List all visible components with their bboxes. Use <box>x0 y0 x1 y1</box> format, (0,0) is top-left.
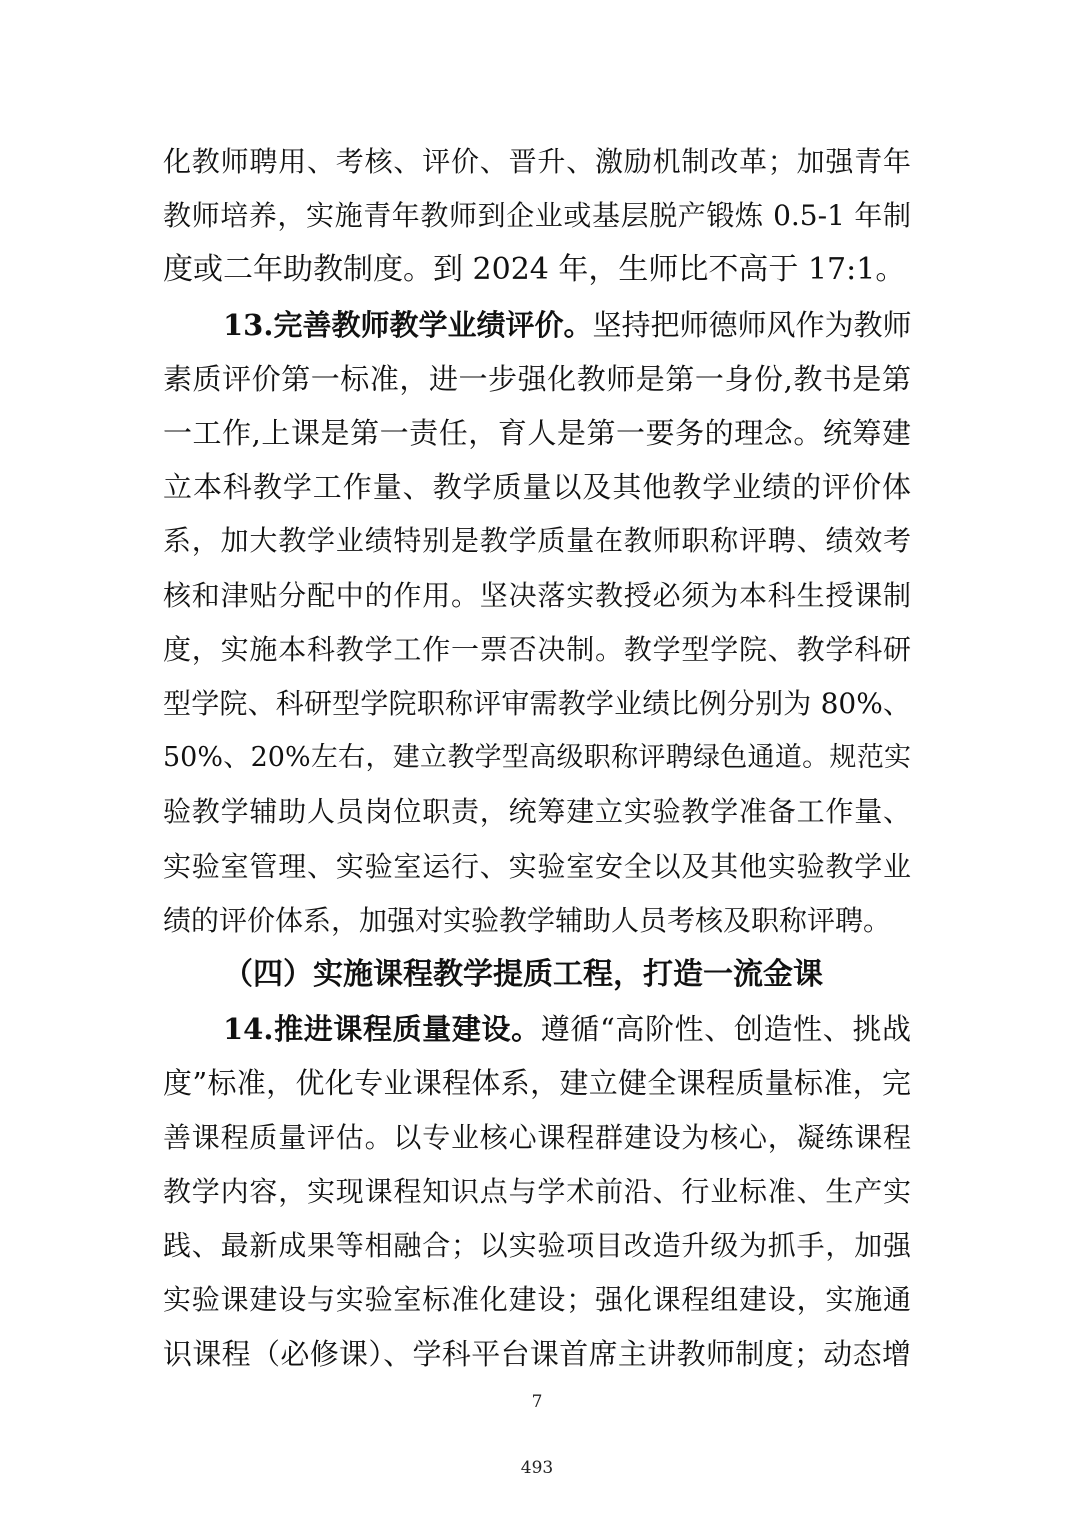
paragraph-line: 绩的评价体系，加强对实验教学辅助人员考核及职称评聘。 <box>163 904 892 937</box>
paragraph-line: 度”标准，优化专业课程体系，建立健全课程质量标准，完 <box>163 1066 911 1100</box>
paragraph-line: 化教师聘用、考核、评价、晋升、激励机制改革；加强青年 <box>163 145 911 178</box>
paragraph-line: 实验课建设与实验室标准化建设；强化课程组建设，实施通 <box>163 1283 911 1316</box>
global-page-number: 493 <box>520 1458 554 1478</box>
paragraph-line: 度或二年助教制度。到 2024 年，生师比不高于 17:1。 <box>163 252 906 287</box>
item-14-first-line <box>223 1009 911 1049</box>
paragraph-line: 型学院、科研型学院职称评审需教学业绩比例分别为 80%、 <box>163 687 911 720</box>
paragraph-line: 核和津贴分配中的作用。坚决落实教授必须为本科生授课制 <box>163 579 911 612</box>
paragraph-line: 度，实施本科教学工作一票否决制。教学型学院、教学科研 <box>163 633 911 666</box>
paragraph-line: 实验室管理、实验室运行、实验室安全以及其他实验教学业 <box>163 850 911 883</box>
paragraph-line: 验教学辅助人员岗位职责，统筹建立实验教学准备工作量、 <box>163 795 911 828</box>
item-14-title: 14.推进课程质量建设。 <box>223 1012 541 1046</box>
item-13-first-line-text: 坚持把师德师风作为教师 <box>592 308 911 342</box>
paragraph-line: 素质评价第一标准，进一步强化教师是第一身份,教书是第 <box>163 362 911 396</box>
paragraph-line: 识课程（必修课）、学科平台课首席主讲教师制度；动态增 <box>163 1337 911 1371</box>
paragraph-line: 善课程质量评估。以专业核心课程群建设为核心，凝练课程 <box>163 1121 911 1154</box>
section-heading: （四）实施课程教学提质工程，打造一流金课 <box>223 957 823 992</box>
paragraph-line: 教学内容，实现课程知识点与学术前沿、行业标准、生产实 <box>163 1175 911 1208</box>
paragraph-line: 践、最新成果等相融合；以实验项目改造升级为抓手，加强 <box>163 1229 911 1262</box>
paragraph-line: 立本科教学工作量、教学质量以及其他教学业绩的评价体 <box>163 470 911 504</box>
page-number: 7 <box>531 1392 543 1412</box>
paragraph-line: 50%、20%左右，建立教学型高级职称评聘绿色通道。规范实 <box>163 742 911 773</box>
item-13-first-line <box>223 305 911 345</box>
paragraph-line: 一工作,上课是第一责任，育人是第一要务的理念。统筹建 <box>163 416 911 450</box>
item-13-title: 13.完善教师教学业绩评价。 <box>223 308 593 342</box>
paragraph-line: 教师培养，实施青年教师到企业或基层脱产锻炼 0.5-1 年制 <box>163 199 911 232</box>
paragraph-line: 系，加大教学业绩特别是教学质量在教师职称评聘、绩效考 <box>163 524 911 557</box>
item-14-first-line-text: 遵循“高阶性、创造性、挑战 <box>540 1012 911 1046</box>
